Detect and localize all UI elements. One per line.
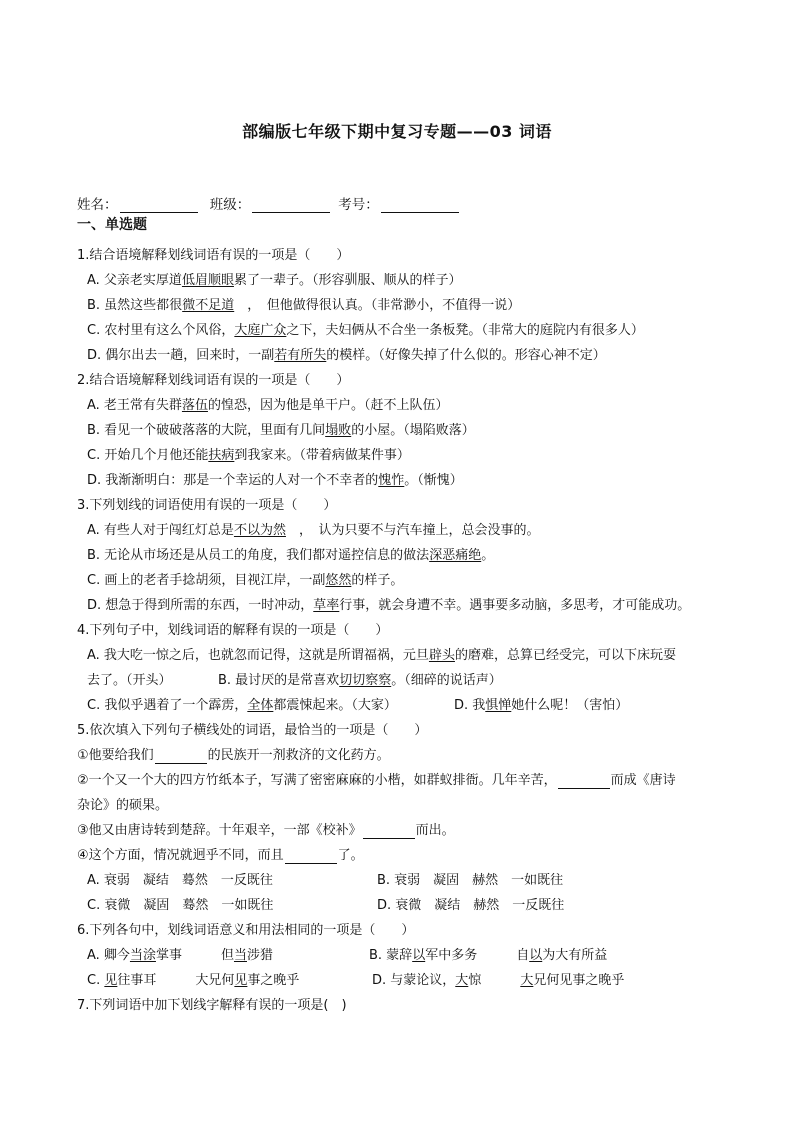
number-blank[interactable] <box>381 198 459 213</box>
question-2-option-a: A. 老王常有失群落伍的惶恐，因为他是单干户。（赶不上队伍） <box>87 398 449 413</box>
question-2-option-d: D. 我渐渐明白：那是一个幸运的人对一个不幸者的愧怍。（惭愧） <box>87 473 463 488</box>
question-4-option-a-cont: 去了。（开头） <box>87 673 172 688</box>
question-4-option-c: C. 我似乎遇着了一个霹雳，全体都震悚起来。（大家） <box>87 698 397 713</box>
question-5-option-d: D. 衰微 凝结 赫然 一反既往 <box>377 898 565 913</box>
question-5-sentence-4: ④这个方面，情况就迥乎不同，而且 了。 <box>77 848 364 863</box>
question-4-option-a: A. 我大吃一惊之后，也就忽而记得，这就是所谓福祸，元旦辟头的磨难，总算已经受完，可以下床玩耍 <box>87 648 676 663</box>
question-4-option-b: B. 最讨厌的是常喜欢切切察察。（细碎的说话声） <box>218 673 502 688</box>
fill-blank-2[interactable] <box>558 775 610 789</box>
class-blank[interactable] <box>252 198 330 213</box>
name-blank[interactable] <box>120 198 198 213</box>
question-5-option-a: A. 衰弱 凝结 蓦然 一反既往 <box>87 873 273 888</box>
question-2-stem: 2.结合语境解释划线词语有误的一项是（ ） <box>77 373 350 388</box>
question-3-stem: 3.下列划线的词语使用有误的一项是（ ） <box>77 498 337 513</box>
question-1-option-b: B. 虽然这些都很微不足道 ， 但他做得很认真。（非常渺小，不值得一说） <box>87 298 521 313</box>
fill-blank-4[interactable] <box>285 850 337 864</box>
question-7-stem: 7.下列词语中加下划线字解释有误的一项是( ) <box>77 998 347 1013</box>
question-6-stem: 6.下列各句中，划线词语意义和用法相同的一项是（ ） <box>77 923 415 938</box>
question-2-option-b: B. 看见一个破破落落的大院，里面有几间塌败的小屋。（塌陷败落） <box>87 423 475 438</box>
question-3-option-d: D. 想急于得到所需的东西，一时冲动，草率行事，就会身遭不幸。遇事要多动脑，多思考，才可能成功。 <box>87 598 691 613</box>
question-5-stem: 5.依次填入下列句子横线处的词语，最恰当的一项是（ ） <box>77 723 428 738</box>
question-1-option-d: D. 偶尔出去一趟，回来时，一副若有所失的模样。（好像失掉了什么似的。形容心神不定） <box>87 348 606 363</box>
question-5-sentence-2-cont: 杂论》的硕果。 <box>77 798 169 813</box>
section-heading: 一、单选题 <box>77 217 147 233</box>
question-5-option-b: B. 衰弱 凝固 赫然 一如既往 <box>377 873 564 888</box>
question-5-option-c: C. 衰微 凝固 蓦然 一如既往 <box>87 898 274 913</box>
question-5-sentence-1: ①他要给我们 的民族开一剂救济的文化药方。 <box>77 748 390 763</box>
question-6-option-a: A. 卿今当涂掌事 但当涉猎 <box>87 948 273 963</box>
class-label: 班级： <box>209 197 251 213</box>
question-1-option-c: C. 农村里有这么个风俗，大庭广众之下，夫妇俩从不合坐一条板凳。（非常大的庭院内有很多人） <box>87 323 644 338</box>
question-1-stem: 1.结合语境解释划线词语有误的一项是（ ） <box>77 248 350 263</box>
question-6-option-c: C. 见往事耳 大兄何见事之晚乎 <box>87 973 300 988</box>
question-3-option-b: B. 无论从市场还是从员工的角度，我们都对遥控信息的做法深恶痛绝。 <box>87 548 495 563</box>
page-title: 部编版七年级下期中复习专题——03 词语 <box>242 122 552 141</box>
number-label: 考号： <box>338 197 379 213</box>
question-6-option-d: D. 与蒙论议，大惊 大兄何见事之晚乎 <box>372 973 625 988</box>
fill-blank-1[interactable] <box>155 750 207 764</box>
question-4-option-d: D. 我惧惮她什么呢！（害怕） <box>454 698 629 713</box>
question-3-option-c: C. 画上的老者手捻胡须，目视江岸，一副悠然的样子。 <box>87 573 404 588</box>
question-5-sentence-3: ③他又由唐诗转到楚辞。十年艰辛，一部《校补》 而出。 <box>77 823 455 838</box>
question-6-option-b: B. 蒙辞以军中多务 自以为大有所益 <box>369 948 608 963</box>
question-1-option-a: A. 父亲老实厚道低眉顺眼累了一辈子。（形容驯服、顺从的样子） <box>87 273 462 288</box>
name-label: 姓名： <box>77 197 118 213</box>
question-2-option-c: C. 开始几个月他还能扶病到我家来。（带着病做某件事） <box>87 448 410 463</box>
question-5-sentence-2: ②一个又一个大的四方竹纸本子，写满了密密麻麻的小楷，如群蚁排衙。几年辛苦， 而成《唐诗 <box>77 773 676 788</box>
question-3-option-a: A. 有些人对于闯红灯总是不以为然 ， 认为只要不与汽车撞上，总会没事的。 <box>87 523 540 538</box>
student-info-line <box>77 193 467 213</box>
fill-blank-3[interactable] <box>363 825 415 839</box>
question-4-stem: 4.下列句子中，划线词语的解释有误的一项是（ ） <box>77 623 389 638</box>
